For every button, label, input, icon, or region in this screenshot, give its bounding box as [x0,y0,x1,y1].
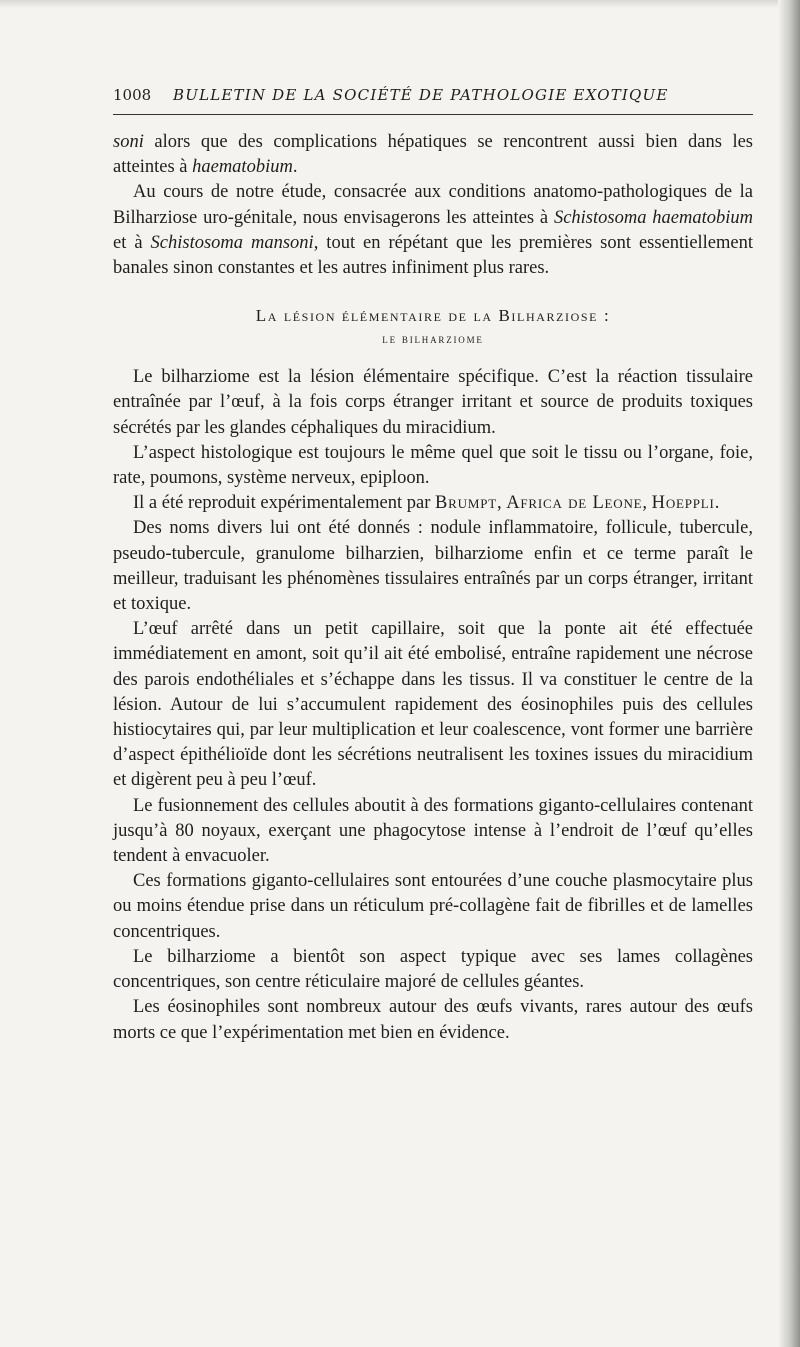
paragraph-text: et à [113,232,151,253]
paragraph-9: Ces formations giganto-cellulaires sont entourées d’une couche plasmocytaire plus ou moins étendue prise dans un réticulum pré-collagène fait de fibrilles et de lamelles concentriques. [113,871,753,942]
italic-term: Schistosoma mansoni [150,232,314,253]
separator: , [496,493,507,514]
paragraph-text: alors que des complications hépatiques se rencontrent aussi bien dans les atteintes à [113,132,753,178]
scan-edge-shadow [778,0,800,1347]
section-heading-line-2: le bilharziome [382,331,484,347]
paragraph-7: L’œuf arrêté dans un petit capillaire, soit que la ponte ait été effectuée immédiatement en amont, soit qu’il ait été embolisé, entraîne rapidement une nécrose des parois endothéliales et s’échappe dans les tissus. Il va constituer le centre de la lésion. Autour de lui s’accumulent rapidement des éosinophiles puis des cellules histiocytaires qui, par leur multiplication et leur coalescence, vont former une barrière d’aspect épithélioïde dont les sécrétions neutralisent les toxines issues du miracidium et digèrent peu à peu l’œuf. [113,619,753,791]
separator: , [642,493,652,514]
paragraph-5 [113,491,753,516]
section-heading [113,303,753,349]
paragraph-1 [113,130,753,180]
page-number: 1008 [113,86,152,104]
header-rule [113,114,753,115]
paragraph-4: L’aspect histologique est toujours le même quel que soit le tissu ou l’organe, foie, rate, poumons, système nerveux, epiploon. [113,442,753,489]
paragraph-8: Le fusionnement des cellules aboutit à des formations giganto-cellulaires contenant jusqu’à 80 noyaux, exerçant une phagocytose intense à l’endroit de l’œuf qu’elles tendent à envacuoler. [113,795,753,867]
author-name: Africa de Leone [506,493,643,514]
paragraph-text: Il a été reproduit expérimentalement par [133,493,436,514]
author-name: Hoeppli [651,493,715,514]
paragraph-10: Le bilharziome a bientôt son aspect typique avec ses lames collagènes concentriques, son centre réticulaire majoré de cellules géantes. [113,946,753,993]
paragraph-text: , tout en répétant que les premières sont essentiellement banales sinon constantes et les autres infiniment plus rares. [113,232,754,279]
paragraph-11: Les éosinophiles sont nombreux autour des œufs vivants, rares autour des œufs morts ce que l’expérimentation met bien en évidence. [113,997,753,1043]
italic-term: Schistosoma haematobium [553,207,753,228]
italic-term: haematobium [192,157,293,178]
paragraph-text: . [292,157,298,178]
running-title: BULLETIN DE LA SOCIÉTÉ DE PATHOLOGIE EXOTIQUE [173,86,669,104]
paragraph-2 [113,180,753,281]
section-heading-line-1: La lésion élémentaire de la Bilharziose : [255,306,611,326]
scan-top-shadow [0,0,800,8]
paragraph-3: Le bilharziome est la lésion élémentaire spécifique. C’est la réaction tissulaire entraînée par l’œuf, à la fois corps étranger irritant et source de produits toxiques sécrétés par les glandes céphaliques du miracidium. [113,367,753,438]
author-name: Brumpt [435,493,497,514]
body-text [113,130,753,1046]
page-header [113,86,753,112]
italic-term: soni [113,132,144,152]
paragraph-6: Des noms divers lui ont été donnés : nodule inflammatoire, follicule, tubercule, pseudo-tubercule, granulome bilharzien, bilharziome enfin et ce terme paraît le meilleur, traduisant les phénomènes tissulaires entraînés par un corps étranger, irritant et toxique. [113,518,753,615]
paragraph-text: Au cours de notre étude, consacrée aux conditions anatomo-pathologiques de la Bilharziose uro-génitale, nous envisagerons les atteintes à [113,182,753,228]
paragraph-text: . [714,493,720,514]
